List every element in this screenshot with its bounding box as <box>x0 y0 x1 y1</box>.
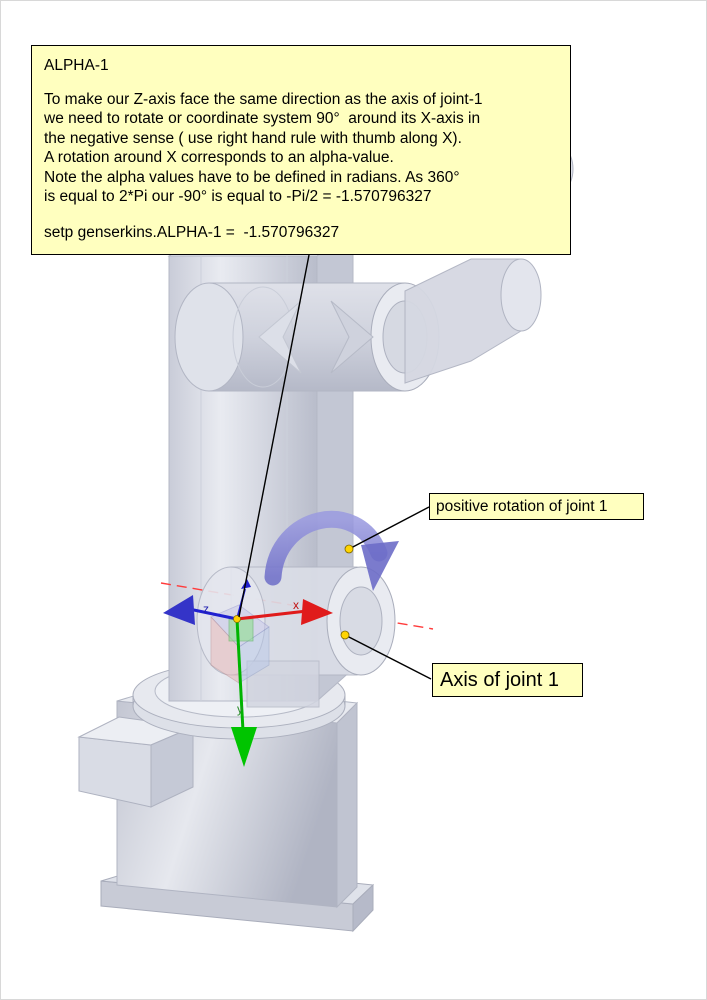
alpha-note-line-6: is equal to 2*Pi our -90° is equal to -Pi/2 = -1.570796327 <box>44 188 432 205</box>
axis-label-y: y <box>237 702 243 716</box>
alpha-note-line-1: To make our Z-axis face the same direction as the axis of joint-1 <box>44 90 483 108</box>
alpha-note-callout <box>31 45 571 255</box>
alpha-note-line-2: we need to rotate or coordinate system 90° around its X-axis in <box>44 110 481 127</box>
alpha-note-line-4: A rotation around X corresponds to an alpha-value. <box>44 149 394 166</box>
alpha-note-line-5: Note the alpha values have to be defined in radians. As 360° <box>44 168 460 186</box>
alpha-note-line-3: the negative sense ( use right hand rule with thumb along X). <box>44 129 462 147</box>
axis-of-joint-callout: Axis of joint 1 <box>432 663 583 697</box>
positive-rotation-callout: positive rotation of joint 1 <box>429 493 644 520</box>
robot-base <box>79 662 373 931</box>
axis-label-z: z <box>203 602 209 616</box>
alpha-note-setp-command: setp genserkins.ALPHA-1 = -1.570796327 <box>44 223 340 241</box>
alpha-note-title: ALPHA-1 <box>44 57 109 74</box>
axis-label-x: x <box>293 598 299 612</box>
